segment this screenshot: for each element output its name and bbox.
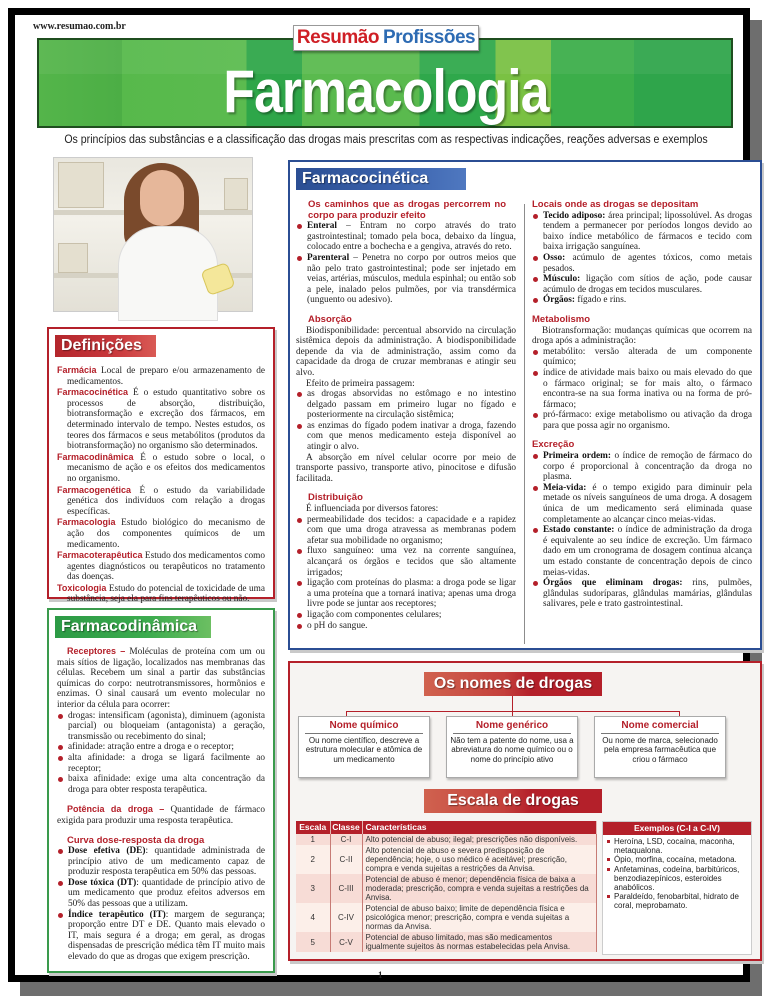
- pharmacodynamics-title: Farmacodinâmica: [55, 616, 211, 638]
- pharmacodynamics-body: [57, 646, 265, 963]
- list-item: [296, 253, 516, 306]
- name-box-chemical: [298, 716, 430, 778]
- list-item-term: Índice terapêutico (IT): [68, 909, 166, 920]
- definition-text: É o estudo da variabilidade genética dos indivíduos com relação a drogas específicas.: [67, 485, 266, 517]
- definition-term: Toxicologia: [57, 582, 107, 593]
- list-item: Heroína, LSD, cocaína, maconha, metaqualona.: [606, 837, 748, 855]
- cell-caracteristicas: Alto potencial de abuso e severa predisposição de dependência; hoje, o uso médico é aceitável; prescrição, compra e venda sujeitas a restrições da Anvisa.: [362, 845, 596, 874]
- drug-scale-title: Escala de drogas: [424, 789, 602, 813]
- list-item: [532, 274, 752, 295]
- list-item: ligação com componentes celulares;: [296, 610, 516, 621]
- cell-classe: C-I: [330, 834, 362, 845]
- list-item-term: Primeira ordem:: [543, 451, 612, 462]
- list-item-text: : margem de segurança; proporção entre DT e DE. Quanto mais elevado o IT, mais segura é a droga; em geral, as drogas dispensadas de prescrição médica têm IT muito mais elevado do que as drogas que exigem prescrição.: [68, 909, 266, 963]
- list-item-term: Músculo:: [543, 274, 581, 285]
- page-title: Farmacologia: [223, 58, 549, 125]
- list-item: [532, 253, 752, 274]
- curva-bullets: [57, 846, 265, 963]
- definition-item: [57, 550, 265, 583]
- list-item-text: rins, pulmões, glândulas sudoríparas, glândulas mamárias, glândulas salivares, pele e trato gastrointestinal.: [543, 578, 752, 610]
- receptores-text: Moléculas de proteína com um ou mais sítios de ligação, localizados nas membranas das células. Recebem um sinal a partir das substâncias químicas do corpo: neutrotransmissores, hormônios e enzimas. O sinal causará um evento molecular no interior da célula para ocorrer:: [57, 647, 265, 710]
- list-item: [532, 211, 752, 253]
- absorcao-list: [296, 389, 516, 453]
- list-item: o pH do sangue.: [296, 621, 516, 632]
- pharmacokinetics-column-left: [296, 200, 516, 631]
- column-header-classe: Classe: [330, 821, 362, 834]
- brand-logo: [293, 25, 479, 51]
- cell-escala: 3: [296, 874, 330, 903]
- list-item-term: Órgãos que eliminam drogas:: [543, 578, 683, 589]
- excrecao-title: Excreção: [532, 439, 575, 451]
- cell-caracteristicas: Potencial de abuso limitado, mas são medicamentos igualmente sujeitos às normas estabelecidas pela Anvisa.: [362, 932, 596, 952]
- list-item-text: : quantidade administrada de princípio ativo de um medicamento capaz de produzir resposta terapêutica em 50% das pessoas.: [68, 846, 266, 878]
- list-item-term: Estado constante:: [543, 525, 615, 536]
- drug-names-title: Os nomes de drogas: [424, 672, 602, 696]
- list-item: ligação com proteínas do plasma: a droga pode se ligar a uma proteína que a tornará inativa; apenas uma droga livre pode se juntar aos receptores;: [296, 578, 516, 610]
- name-box-title: Nome genérico: [453, 720, 571, 734]
- drug-scale-rows: [296, 834, 596, 952]
- list-item: índice de atividade mais baixo ou mais elevado do que o fármaco original; se for mais alto, o fármaco encontra-se na sua forma inativa ou na forma de pró-fármaco;: [532, 368, 752, 410]
- drug-scale-table: [296, 821, 597, 952]
- pharmacist-photo: [53, 157, 253, 312]
- page: [8, 8, 753, 982]
- list-item: Paraldeído, fenobarbital, hidrato de coral, meprobamato.: [606, 892, 748, 910]
- list-item: [532, 525, 752, 578]
- cell-escala: 1: [296, 834, 330, 845]
- locais-title: Locais onde as drogas se depositam: [532, 199, 699, 210]
- drug-names-panel: [288, 661, 762, 961]
- list-item: metabólito: versão alterada de um componente químico;: [532, 347, 752, 368]
- definition-text: É o estudo quantitativo sobre os processos de absorção, distribuição, biotransformação e excreção dos fármacos, em determinado intervalo de tempo. Nestes estudos, os teores dos fármacos e seus metabólitos (produtos da biotransformação) no organismo são determinados.: [67, 388, 265, 452]
- list-item: [532, 483, 752, 525]
- name-box-generic: [446, 716, 578, 778]
- list-item: [296, 221, 516, 253]
- cell-caracteristicas: Potencial de abuso baixo; limite de dependência física e psicológica menor; prescrição, compra e venda sujeitas a normas da Anvisa.: [362, 903, 596, 932]
- definitions-title: Definições: [55, 335, 156, 357]
- definition-text: É o estudo sobre o local, o mecanismo de ação e os efeitos dos medicamentos no organismo.: [67, 452, 266, 484]
- definitions-list: [57, 365, 265, 605]
- list-item-text: fígado e rins.: [575, 295, 627, 306]
- metabolismo-list: [532, 347, 752, 432]
- list-item-text: : quantidade de princípio ativo de um medicamento que produz efeitos adversos em 50% das pessoas que a utilizam.: [68, 877, 265, 910]
- cell-classe: C-IV: [330, 903, 362, 932]
- name-box-text: Ou nome de marca, selecionado pela empresa farmacêutica que criou o fármaco: [602, 736, 718, 764]
- potencia-paragraph: [57, 804, 265, 826]
- table-row: [296, 874, 596, 903]
- cell-classe: C-III: [330, 874, 362, 903]
- definition-item: [57, 452, 265, 485]
- receptores-term: Receptores –: [67, 646, 126, 656]
- cell-escala: 5: [296, 932, 330, 952]
- absorcao-p2: Efeito de primeira passagem:: [306, 378, 415, 389]
- column-header-caracteristicas: Características: [362, 821, 596, 834]
- list-item-text: acúmulo de agentes tóxicos, como metais pesados.: [543, 252, 752, 274]
- list-item: Ópio, morfina, cocaína, metadona.: [606, 855, 748, 864]
- distribuicao-list: [296, 515, 516, 632]
- name-box-title: Nome comercial: [601, 720, 719, 734]
- definition-term: Farmacologia: [57, 517, 116, 528]
- locais-list: [532, 211, 752, 306]
- list-item: [57, 846, 265, 878]
- list-item-term: Meia-vida:: [543, 482, 587, 493]
- list-item: pró-fármaco: exige metabolismo ou ativação da droga para que possa agir no organismo.: [532, 410, 752, 431]
- pharmacodynamics-panel: [47, 608, 275, 973]
- list-item: Anfetaminas, codeína, barbitúricos, benzodiazepínicos, esteroides anabólicos.: [606, 865, 748, 893]
- column-divider: [524, 204, 525, 644]
- receptores-bullets: [57, 711, 265, 796]
- definition-term: Farmacodinâmica: [57, 451, 134, 462]
- distribuicao-p1: É influenciada por diversos fatores:: [306, 504, 439, 515]
- definition-item: [57, 583, 265, 605]
- photo-boxes: [58, 162, 104, 208]
- photo-boxes: [224, 178, 248, 210]
- cell-escala: 4: [296, 903, 330, 932]
- receptores-paragraph: [57, 646, 265, 711]
- list-item-term: Osso:: [543, 252, 566, 263]
- table-row: [296, 834, 596, 845]
- excrecao-list: [532, 451, 752, 610]
- list-item: [532, 578, 752, 610]
- cell-escala: 2: [296, 845, 330, 874]
- list-item-term: Órgãos:: [543, 295, 576, 306]
- list-item: alta afinidade: a droga se ligará facilmente ao receptor;: [57, 753, 265, 774]
- potencia-term: Potência da droga –: [67, 804, 165, 815]
- definition-item: [57, 365, 265, 387]
- definition-term: Farmacocinética: [57, 387, 129, 398]
- caminhos-list: [296, 221, 516, 306]
- list-item: [57, 878, 265, 910]
- table-row: [296, 845, 596, 874]
- list-item-term: Dose efetiva (DE): [68, 846, 146, 857]
- curva-title: Curva dose-resposta da droga: [67, 834, 205, 846]
- brand-name-part2: Profissões: [382, 27, 476, 48]
- definition-item: [57, 485, 265, 518]
- name-box-title: Nome químico: [305, 720, 423, 734]
- page-number: 1: [378, 970, 383, 980]
- name-box-commercial: [594, 716, 726, 778]
- list-item-text: ligação com sítios de ação, pode causar acúmulo de drogas em tecidos musculares.: [543, 274, 752, 295]
- list-item-term: Tecido adiposo:: [543, 210, 606, 221]
- definition-item: [57, 517, 265, 550]
- page-subtitle: Os princípios das substâncias e a classificação das drogas mais prescritas com as respectivas indicações, reações adversas e exemplos: [64, 134, 708, 146]
- definition-text: Estudo dos medicamentos como agentes diagnósticos ou terapêuticos no tratamento das doenças.: [67, 551, 265, 583]
- list-item: [57, 910, 265, 963]
- name-box-text: Ou nome científico, descreve a estrutura molecular e atômica de um medicamento: [305, 736, 423, 764]
- list-item: drogas: intensificam (agonista), diminuem (agonista parcial) ou bloqueiam (antagonista) a geração, transmissão ou recebimento do sinal;: [57, 711, 265, 743]
- definition-term: Farmácia: [57, 365, 97, 375]
- examples-title: Exemplos (C-I a C-IV): [603, 822, 751, 835]
- metabolismo-p1: Biotransformação: mudanças químicas que ocorrem na droga após a administração:: [532, 325, 752, 347]
- list-item-text: área principal; lipossolúvel. As drogas tendem a permanecer por períodos longos devido ao baixo índice metabólico de fármacos e tecido com baixa irrigação sanguínea.: [543, 210, 752, 253]
- pharmacokinetics-column-right: [532, 200, 752, 610]
- distribuicao-title: Distribuição: [308, 492, 363, 504]
- name-box-text: Não tem a patente do nome, usa a abreviatura do nome químico ou o nome do princípio ativo: [450, 736, 574, 764]
- caminhos-title: Os caminhos que as drogas percorrem no corpo para produzir efeito: [308, 199, 506, 221]
- list-item: fluxo sanguíneo: uma vez na corrente sanguínea, alcançará os órgãos e tecidos que são altamente irrigados;: [296, 546, 516, 578]
- definition-text: Estudo biológico do mecanismo de ação dos componentes químicos de um medicamento.: [67, 518, 265, 550]
- list-item: [532, 295, 752, 306]
- list-item-text: – Penetra no corpo por outros meios que não pelo trato gastrointestinal; pode ser injetado em veias, artérias, músculos, medula espinhal; ou então sob a pele, inalado pelos pulmões, por via transdérmica (unguento ou adesivo).: [307, 252, 516, 306]
- list-item-text: é o tempo exigido para diminuir pela metade os níveis sanguíneos de uma droga. A dosagem única de um medicamento será eliminada quase completamente ao alcançar cinco meias-vidas.: [543, 482, 752, 525]
- cell-caracteristicas: Potencial de abuso é menor; dependência física de baixa a moderada; prescrição, compra e venda sujeitas a restrições da Anvisa.: [362, 874, 596, 903]
- list-item-text: o índice de remoção de fármaco do corpo é proporcional à concentração da droga no plasma.: [543, 451, 753, 483]
- photo-bottles: [58, 243, 88, 273]
- definitions-panel: [47, 327, 275, 605]
- metabolismo-title: Metabolismo: [532, 313, 591, 325]
- cell-classe: C-II: [330, 845, 362, 874]
- pharmacokinetics-panel: [288, 160, 762, 650]
- list-item-term: Parenteral: [307, 252, 350, 263]
- absorcao-title: Absorção: [308, 313, 352, 325]
- site-url: www.resumao.com.br: [33, 21, 126, 32]
- definition-text: Estudo do potencial de toxicidade de uma substância, seja ela para fins terapêuticos ou não.: [67, 583, 266, 605]
- list-item: baixa afinidade: exige uma alta concentração da droga para obter resposta terapêutica.: [57, 774, 265, 795]
- list-item-term: Enteral: [307, 221, 337, 232]
- definition-term: Farmacoterapêutica: [57, 550, 143, 561]
- list-item: as drogas absorvidas no estômago e no intestino delgado passam em primeiro lugar no fígado e posteriormente na circulação sistêmica;: [296, 389, 516, 421]
- brand-name-part1: Resumão: [296, 27, 379, 48]
- absorcao-p3: A absorção em nível celular ocorre por meio de transporte passivo, transporte ativo, pinocitose e difusão facilitada.: [296, 452, 516, 484]
- list-item-term: Dose tóxica (DT): [68, 877, 137, 888]
- definition-item: [57, 387, 265, 452]
- examples-box: [602, 821, 752, 955]
- table-row: [296, 932, 596, 952]
- definition-text: Local de preparo e/ou armazenamento de medicamentos.: [67, 366, 265, 387]
- cell-caracteristicas: Alto potencial de abuso; ilegal; prescrições não disponíveis.: [362, 834, 596, 845]
- cell-classe: C-V: [330, 932, 362, 952]
- list-item: as enzimas do fígado podem inativar a droga, fazendo com que menos medicamento esteja disponível ao atingir o alvo.: [296, 421, 516, 453]
- absorcao-p1: Biodisponibilidade: percentual absorvido na circulação sistêmica depois da administração. A biodisponibilidade depende da via de administração, assim como da capacidade da droga de cruzar membranas e atingir seu alvo.: [296, 325, 516, 378]
- tree-connector: [512, 696, 513, 711]
- list-item: afinidade: atração entre a droga e o receptor;: [57, 742, 265, 753]
- potencia-text: Quantidade de fármaco exigida para produzir uma resposta terapêutica.: [57, 805, 265, 826]
- list-item: [532, 451, 752, 483]
- definition-term: Farmacogenética: [57, 484, 132, 495]
- table-header-row: [296, 821, 596, 834]
- list-item-text: o índice de administração da droga é equivalente ao seu índice de excreção. Um fármaco dado em um cronograma de dosagem contínua alcança um estado constante de concentração depois de cinco meias-vidas.: [543, 525, 752, 578]
- table-row: [296, 903, 596, 932]
- list-item: permeabilidade dos tecidos: a capacidade e a rapidez com que uma droga atravessa as membranas podem afetar sua mobilidade no organismo;: [296, 515, 516, 547]
- photo-face: [140, 170, 184, 226]
- list-item-text: – Entram no corpo através do trato gastrointestinal; tomado pela boca, debaixo da língua, colocado entre a bochecha e a gengiva, através do reto.: [307, 221, 516, 253]
- column-header-escala: Escala: [296, 821, 330, 834]
- pharmacokinetics-title: Farmacocinética: [296, 168, 466, 190]
- examples-list: [603, 835, 751, 913]
- tree-connector: [346, 711, 680, 712]
